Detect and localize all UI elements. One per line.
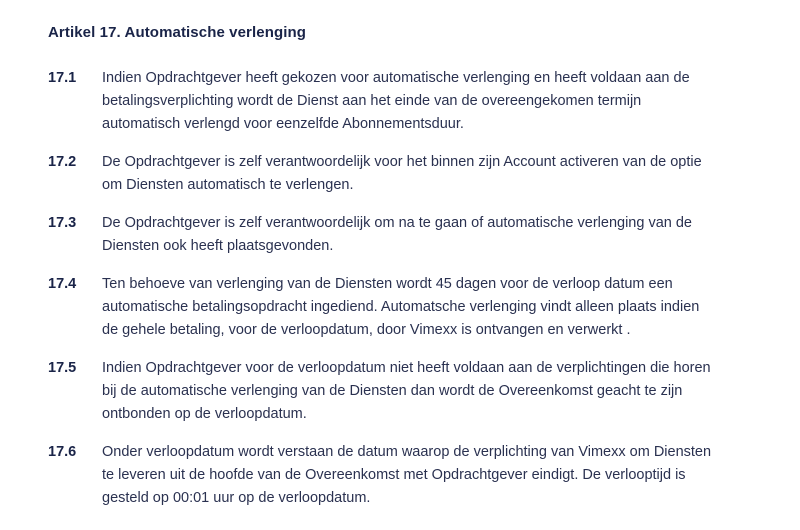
clause-text (102, 212, 762, 258)
clause-text (102, 441, 762, 510)
clause-text-line: bij de automatische verlenging van de Diensten dan wordt de Overeenkomst geacht te zijn (102, 383, 683, 399)
clause-text-line: betalingsverplichting wordt de Dienst aan het einde van de overeengekomen termijn (102, 93, 642, 109)
clause-number: 17.2 (48, 154, 77, 170)
clause-number: 17.6 (48, 444, 77, 460)
clause-text (102, 357, 762, 426)
clause-text-line: De Opdrachtgever is zelf verantwoordelijk voor het binnen zijn Account activeren van de optie (102, 154, 702, 170)
clause-number: 17.1 (48, 70, 77, 86)
clause-text-line: automatische betalingsopdracht ingediend. Automatsche verlenging vindt alleen plaats indien (102, 299, 700, 315)
clause-text (102, 67, 762, 136)
clause-number: 17.4 (48, 276, 77, 292)
clause-text-line: Indien Opdrachtgever voor de verloopdatum niet heeft voldaan aan de verplichtingen die horen (102, 360, 711, 376)
clause-text-line: Diensten ook heeft plaatsgevonden. (102, 238, 334, 254)
clause-text-line: ontbonden op de verloopdatum. (102, 406, 307, 422)
clause-text-line: de gehele betaling, voor de verloopdatum, door Vimexx is ontvangen en verwerkt . (102, 322, 631, 338)
article-title: Artikel 17. Automatische verlenging (48, 24, 307, 41)
clause-text-line: Ten behoeve van verlenging van de Diensten wordt 45 dagen voor de verloop datum een (102, 276, 673, 292)
clause-text-line: De Opdrachtgever is zelf verantwoordelijk om na te gaan of automatische verlenging van de (102, 215, 692, 231)
clause-text-line: automatisch verlengd voor eenzelfde Abonnementsduur. (102, 116, 464, 132)
clause-text-line: gesteld op 00:01 uur op de verloopdatum. (102, 490, 371, 506)
clause-text (102, 151, 762, 197)
clause-text (102, 273, 762, 342)
clause-number: 17.5 (48, 360, 77, 376)
clause-text-line: Onder verloopdatum wordt verstaan de datum waarop de verplichting van Vimexx om Diensten (102, 444, 712, 460)
clause-text-line: Indien Opdrachtgever heeft gekozen voor automatische verlenging en heeft voldaan aan de (102, 70, 690, 86)
clause-text-line: om Diensten automatisch te verlengen. (102, 177, 354, 193)
clause-number: 17.3 (48, 215, 77, 231)
clause-text-line: te leveren uit de hoofde van de Overeenkomst met Opdrachtgever eindigt. De verlooptijd is (102, 467, 686, 483)
